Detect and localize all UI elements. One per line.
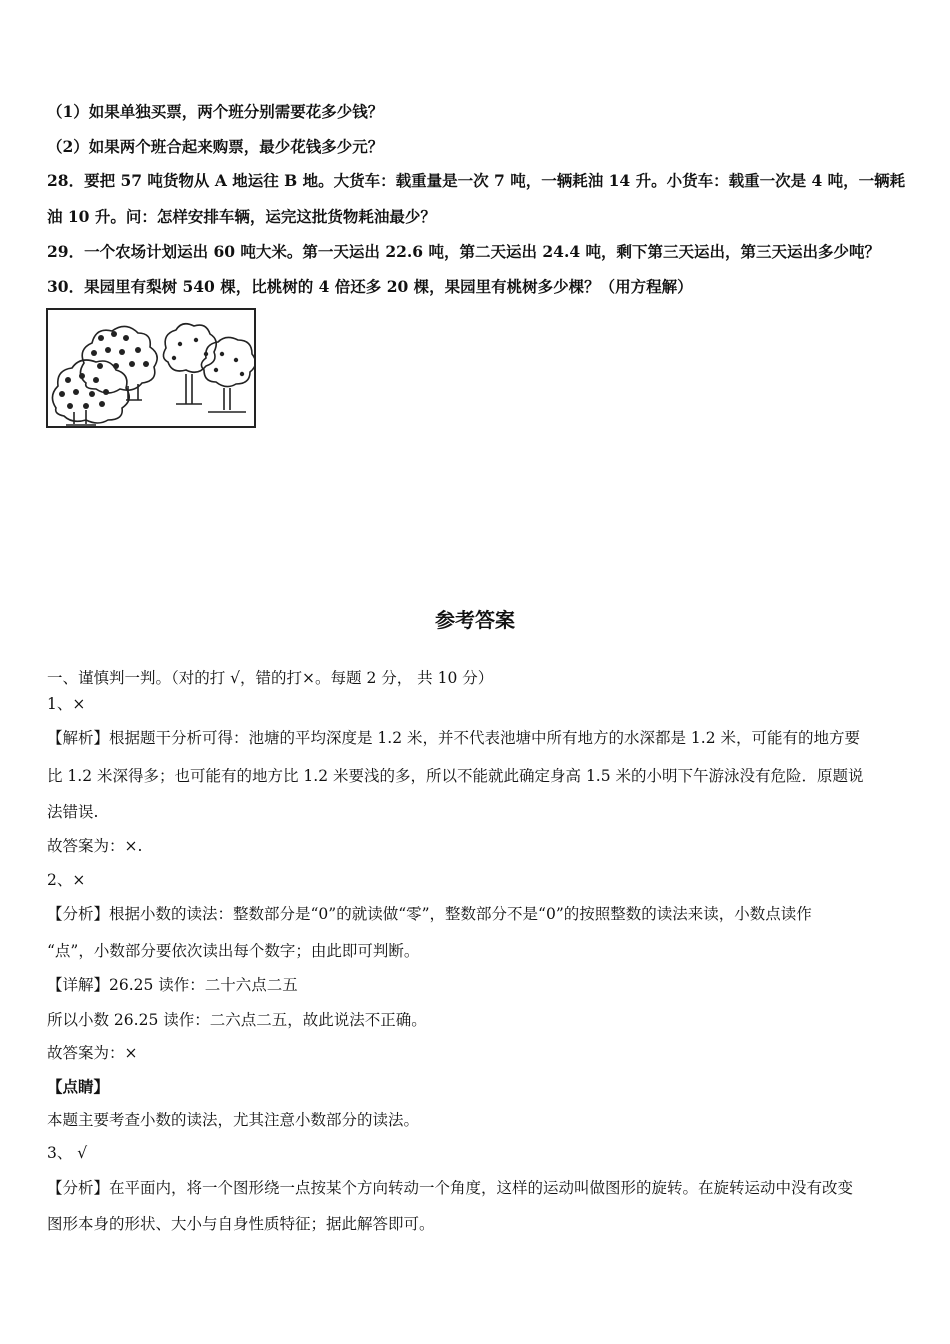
answer-1-analysis-line2: 比 1.2 米深得多；也可能有的地方比 1.2 米要浅的多，所以不能就此确定身高 1.5 米的小明下午游泳没有危险．原题说 <box>47 767 864 785</box>
answer-2-final: 故答案为：× <box>47 1044 138 1062</box>
answer-1-final: 故答案为：×. <box>47 837 143 855</box>
section-1-heading: 一、谨慎判一判。（对的打 √，错的打×。每题 2 分， 共 10 分） <box>47 669 494 687</box>
answer-3-analysis-line1: 【分析】在平面内，将一个图形绕一点按某个方向转动一个角度，这样的运动叫做图形的旋转。在旋转运动中没有改变 <box>47 1179 854 1197</box>
answer-1-analysis-line3: 法错误. <box>47 803 99 821</box>
answer-3-head: 3、 √ <box>47 1144 88 1162</box>
answer-2-head: 2、× <box>47 871 86 889</box>
answer-2-analysis-line2: “点”，小数部分要依次读出每个数字；由此即可判断。 <box>47 942 420 960</box>
answer-2-comment-label: 【点睛】 <box>47 1077 110 1096</box>
answer-2-analysis-line1: 【分析】根据小数的读法：整数部分是“0”的就读做“零”，整数部分不是“0”的按照整数的读法来读，小数点读作 <box>47 905 812 923</box>
answer-3-analysis-line2: 图形本身的形状、大小与自身性质特征；据此解答即可。 <box>47 1215 435 1233</box>
answer-key-title: 参考答案 <box>435 608 515 632</box>
question-30: 30．果园里有梨树 540 棵，比桃树的 4 倍还多 20 棵，果园里有桃树多少棵？（用方程解） <box>47 277 693 296</box>
orchard-illustration <box>46 308 256 428</box>
answer-1-analysis-line1: 【解析】根据题干分析可得：池塘的平均深度是 1.2 米，并不代表池塘中所有地方的水深都是 1.2 米，可能有的地方要 <box>47 729 861 747</box>
question-28-line1: 28．要把 57 吨货物从 A 地运往 B 地。大货车：载重量是一次 7 吨，一辆耗油 14 升。小货车：载重一次是 4 吨，一辆耗 <box>47 171 906 190</box>
question-28-line2: 油 10 升。问：怎样安排车辆，运完这批货物耗油最少？ <box>47 207 436 226</box>
answer-2-detail2: 所以小数 26.25 读作：二六点二五，故此说法不正确。 <box>47 1011 427 1029</box>
answer-2-detail: 【详解】26.25 读作：二十六点二五 <box>47 976 298 994</box>
answer-1-head: 1、× <box>47 695 86 713</box>
question-29: 29．一个农场计划运出 60 吨大米。第一天运出 22.6 吨，第二天运出 24.4 吨，剩下第三天运出，第三天运出多少吨？ <box>47 242 881 261</box>
question-sub2: （2）如果两个班合起来购票，最少花钱多少元？ <box>47 137 384 156</box>
answer-2-comment: 本题主要考查小数的读法，尤其注意小数部分的读法。 <box>47 1111 420 1129</box>
question-sub1: （1）如果单独买票，两个班分别需要花多少钱？ <box>47 102 384 121</box>
